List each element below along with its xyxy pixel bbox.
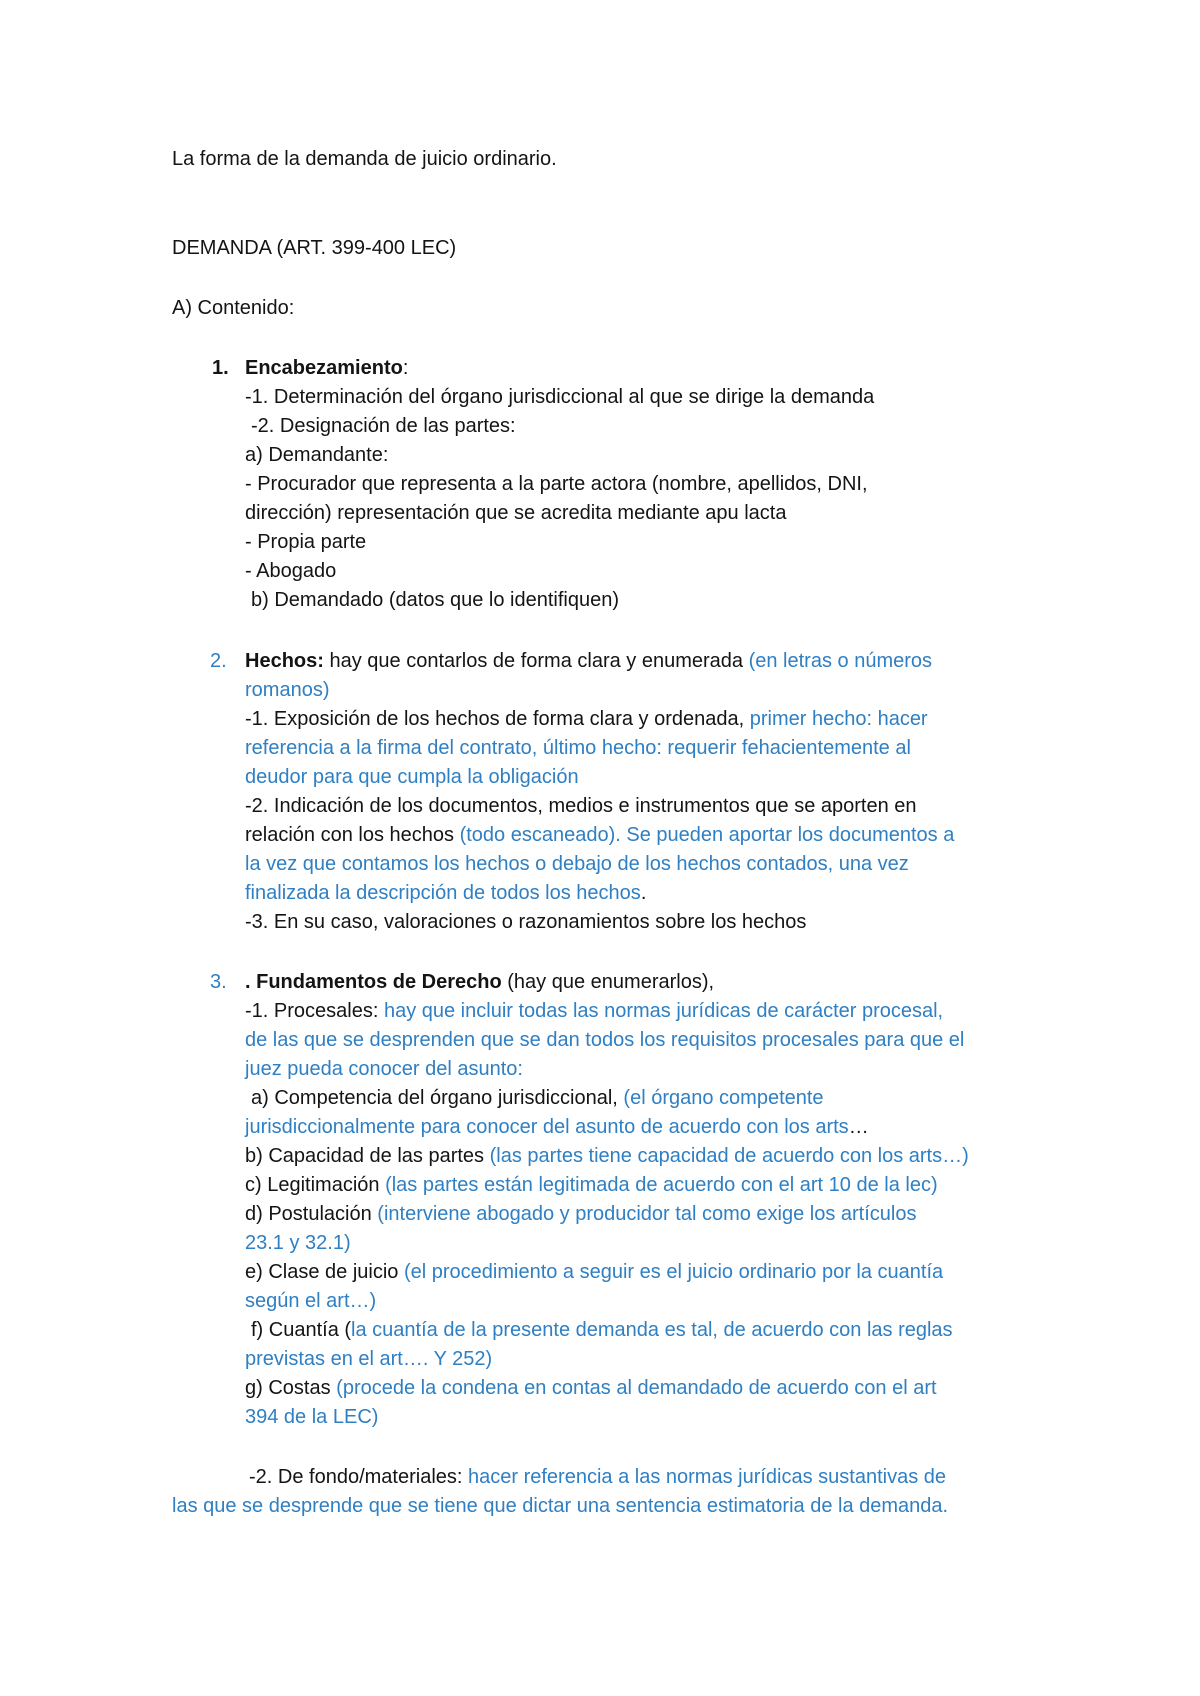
text-span: … [848, 1116, 869, 1138]
section-heading: DEMANDA (ART. 399-400 LEC) [172, 237, 457, 259]
text-span: (interviene abogado y producidor tal como exige los artículos [377, 1203, 917, 1225]
text-line [245, 820, 954, 850]
list-number-3: 3. [210, 971, 227, 993]
text-line: -1. Determinación del órgano jurisdiccional al que se dirige la demanda [245, 386, 875, 408]
text-span: . [640, 882, 647, 904]
text-span: finalizada la descripción de todos los hechos [245, 882, 641, 904]
text-span: d) Postulación [245, 1203, 378, 1225]
text-line [251, 1315, 953, 1345]
text-line: la vez que contamos los hechos o debajo de los hechos contados, una vez [245, 853, 909, 875]
text-span: hay que incluir todas las normas jurídicas de carácter procesal, [383, 1000, 944, 1022]
text-span: (hay que enumerarlos), [501, 971, 715, 993]
encabezamiento-title: Encabezamiento [245, 357, 403, 379]
text-span: jurisdiccionalmente para conocer del asunto de acuerdo con los arts [245, 1116, 849, 1138]
text-line [245, 1170, 938, 1200]
hechos-title: Hechos: [245, 650, 324, 672]
fundamentos-title: . Fundamentos de Derecho [245, 971, 502, 993]
text-span: a) Competencia del órgano jurisdiccional, [251, 1087, 624, 1109]
text-span: primer hecho: hacer [749, 708, 928, 730]
text-span: b) Capacidad de las partes [245, 1145, 490, 1167]
text-line [245, 996, 943, 1026]
document-title: La forma de la demanda de juicio ordinario. [172, 148, 557, 170]
text-line: - Propia parte [245, 531, 367, 553]
text-span: (el procedimiento a seguir es el juicio ordinario por la cuantía [403, 1261, 944, 1283]
text-span: -2. De fondo/materiales: [249, 1466, 468, 1488]
text-span: (procede la condena en contas al demandado de acuerdo con el art [336, 1377, 937, 1399]
text-span: e) Clase de juicio [245, 1261, 404, 1283]
text-span: g) Costas [245, 1377, 337, 1399]
contenido-label: A) Contenido: [172, 297, 295, 319]
text-span: (las partes están legitimada de acuerdo con el art 10 de la lec) [385, 1174, 938, 1196]
text-span: hacer referencia a las normas jurídicas sustantivas de [468, 1466, 947, 1488]
text-line [245, 1199, 917, 1229]
text-line: -2. Indicación de los documentos, medios e instrumentos que se aporten en [245, 795, 917, 817]
list-number-1: 1. [212, 357, 229, 379]
text-span: (las partes tiene capacidad de acuerdo con los arts…) [489, 1145, 969, 1167]
text-line [251, 1083, 824, 1113]
text-line: -3. En su caso, valoraciones o razonamientos sobre los hechos [245, 911, 807, 933]
text-span: (todo escaneado). Se pueden aportar los documentos a [459, 824, 955, 846]
text-line [245, 878, 646, 908]
text-line: - Abogado [245, 560, 337, 582]
text-span: c) Legitimación [245, 1174, 386, 1196]
text-line: 23.1 y 32.1) [245, 1232, 351, 1254]
text-line: las que se desprende que se tiene que dictar una sentencia estimatoria de la demanda. [172, 1495, 949, 1517]
list-number-2: 2. [210, 650, 227, 672]
text-line: b) Demandado (datos que lo identifiquen) [251, 589, 620, 611]
text-line: -2. Designación de las partes: [251, 415, 516, 437]
text-line: de las que se desprenden que se dan todos los requisitos procesales para que el [245, 1029, 965, 1051]
encabezamiento-colon: : [402, 357, 409, 379]
text-span: (el órgano competente [623, 1087, 824, 1109]
text-line [245, 1257, 943, 1287]
text-line: juez pueda conocer del asunto: [245, 1058, 523, 1080]
list-item-encabezamiento [245, 353, 408, 383]
text-line [245, 1141, 969, 1171]
text-line [245, 1112, 869, 1142]
text-line: 394 de la LEC) [245, 1406, 379, 1428]
text-span: (en letras o números [748, 650, 933, 672]
text-span: -1. Procesales: [245, 1000, 384, 1022]
text-line: dirección) representación que se acredita mediante apu lacta [245, 502, 787, 524]
text-line: - Procurador que representa a la parte actora (nombre, apellidos, DNI, [245, 473, 868, 495]
text-span: la cuantía de la presente demanda es tal, de acuerdo con las reglas [351, 1319, 953, 1341]
list-item-fundamentos [245, 967, 714, 997]
text-span: relación con los hechos [245, 824, 460, 846]
text-span: -1. Exposición de los hechos de forma clara y ordenada, [245, 708, 750, 730]
list-item-hechos [245, 646, 932, 676]
text-line: a) Demandante: [245, 444, 389, 466]
text-span: hay que contarlos de forma clara y enumerada [323, 650, 749, 672]
text-line: referencia a la firma del contrato, último hecho: requerir fehacientemente al [245, 737, 911, 759]
text-line: romanos) [245, 679, 330, 701]
text-span: f) Cuantía ( [251, 1319, 352, 1341]
text-line [249, 1462, 946, 1492]
text-line: deudor para que cumpla la obligación [245, 766, 579, 788]
text-line [245, 704, 928, 734]
text-line [245, 1373, 937, 1403]
text-line: según el art…) [245, 1290, 377, 1312]
text-line: previstas en el art…. Y 252) [245, 1348, 493, 1370]
